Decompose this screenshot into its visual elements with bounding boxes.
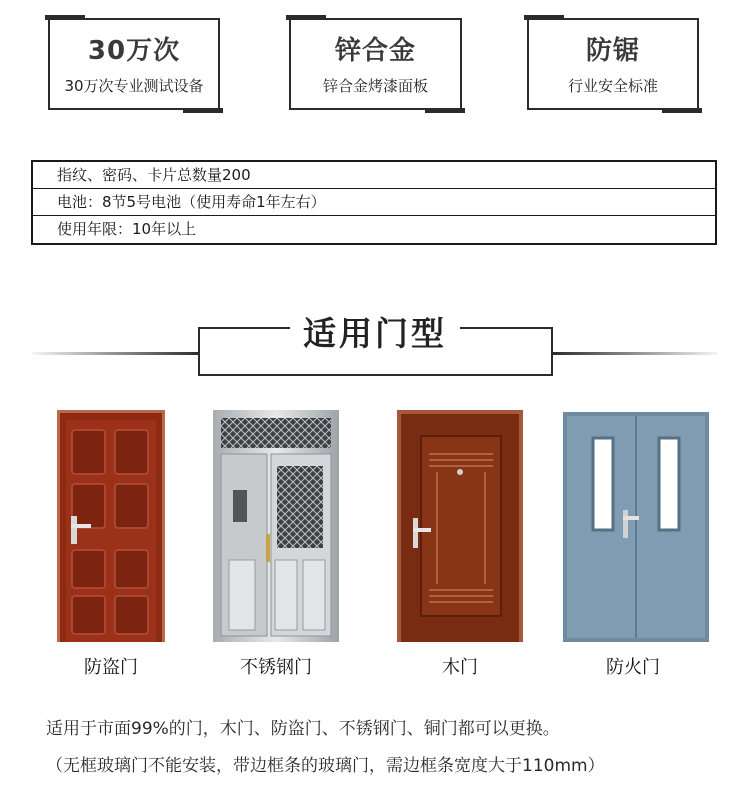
feature-subtitle: 锌合金烤漆面板 <box>322 77 428 95</box>
door-label-stainless: 不锈钢门 <box>240 657 312 678</box>
wooden-door-image <box>397 410 523 642</box>
door-label-fire: 防火门 <box>606 657 660 678</box>
feature-title: 30万次 <box>87 36 181 66</box>
feature-box-2 <box>289 18 462 110</box>
spec-row: 电池：8节5号电池（使用寿命1年左右） <box>33 189 715 216</box>
header-divider-right <box>552 352 718 355</box>
feature-title: 锌合金 <box>334 36 416 66</box>
spec-table <box>31 160 717 245</box>
header-frame-top-right <box>460 327 553 329</box>
feature-subtitle: 行业安全标准 <box>567 77 658 95</box>
feature-box-1 <box>48 18 220 110</box>
security-door-image <box>57 410 165 642</box>
header-frame-top-left <box>198 327 290 329</box>
feature-box-3 <box>527 18 699 110</box>
header-divider-left <box>32 352 200 355</box>
door-label-wooden: 木门 <box>442 657 478 678</box>
installation-note: （无框玻璃门不能安装，带边框条的玻璃门，需边框条宽度大于110mm） <box>46 756 605 776</box>
spec-row: 指纹、密码、卡片总数量200 <box>33 162 715 189</box>
fire-door-image <box>563 412 709 642</box>
feature-title: 防锯 <box>585 36 640 66</box>
feature-subtitle: 30万次专业测试设备 <box>64 77 204 95</box>
compatibility-note: 适用于市面99%的门，木门、防盗门、不锈钢门、铜门都可以更换。 <box>46 719 560 739</box>
spec-row: 使用年限：10年以上 <box>57 220 197 238</box>
stainless-steel-door-image <box>213 410 339 642</box>
door-label-security: 防盗门 <box>84 657 138 678</box>
section-title: 适用门型 <box>290 308 460 355</box>
